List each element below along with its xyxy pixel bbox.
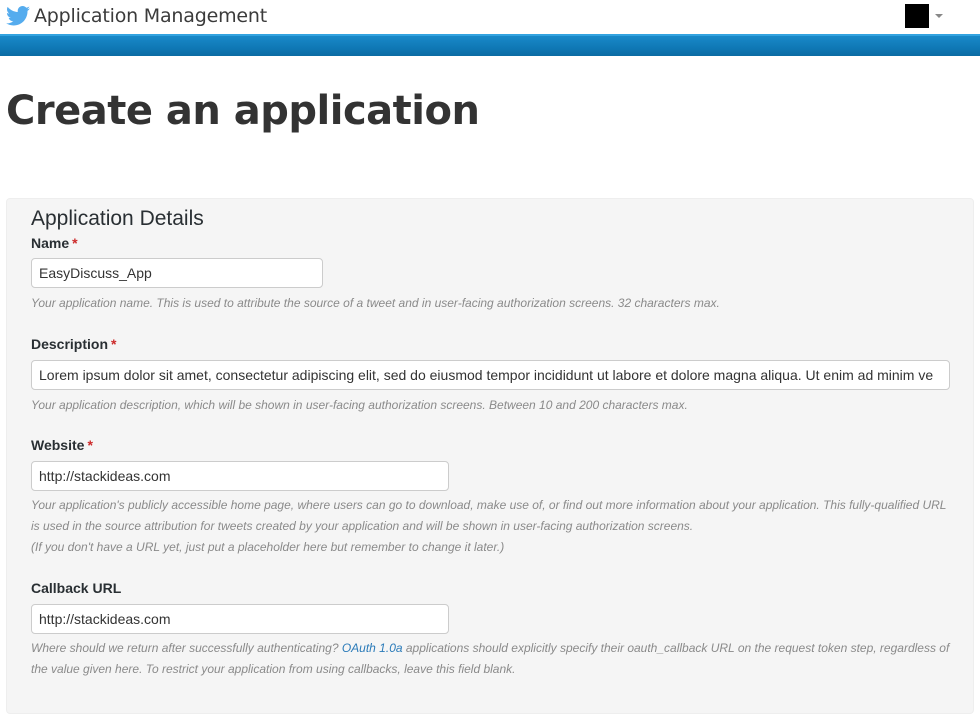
name-label xyxy=(31,235,78,251)
brand[interactable] xyxy=(6,5,267,27)
website-help-note: (If you don't have a URL yet, just put a placeholder here but remember to change it later.) xyxy=(31,540,505,554)
description-help: Your application description, which will be shown in user-facing authorization screens. Between 10 and 200 characters max. xyxy=(31,398,688,412)
description-label xyxy=(31,336,116,352)
section-title: Application Details xyxy=(31,207,204,230)
description-input[interactable] xyxy=(31,360,950,390)
header-accent-bar xyxy=(0,34,980,56)
website-input[interactable] xyxy=(31,461,449,491)
name-input[interactable] xyxy=(31,258,323,288)
callback-help-text: Where should we return after successfully authenticating? xyxy=(31,641,342,655)
page-title: Create an application xyxy=(6,88,480,134)
callback-url-label: Callback URL xyxy=(31,580,122,596)
website-help-text: Your application's publicly accessible home page, where users can go to download, make use of, or find out more information about your application. This fully-qualified URL is used in the source attribution for tweets created by your application and will be shown in user-facing authorization screens. xyxy=(31,498,947,533)
application-details-panel xyxy=(6,198,974,714)
top-navbar xyxy=(0,0,980,34)
required-marker: * xyxy=(72,235,78,251)
name-label-text: Name xyxy=(31,235,70,251)
callback-url-help xyxy=(31,638,956,680)
required-marker: * xyxy=(111,336,117,352)
name-help: Your application name. This is used to attribute the source of a tweet and in user-facing authorization screens. 32 characters max. xyxy=(31,296,720,310)
twitter-bird-icon xyxy=(6,6,30,26)
oauth-link[interactable]: OAuth 1.0a xyxy=(341,641,403,655)
website-help xyxy=(31,495,956,558)
website-label-text: Website xyxy=(31,437,85,453)
required-marker: * xyxy=(87,437,93,453)
caret-down-icon[interactable] xyxy=(935,14,943,18)
website-label xyxy=(31,437,93,453)
callback-url-input[interactable] xyxy=(31,604,449,634)
app-title: Application Management xyxy=(34,5,267,27)
callback-help-text-rest: applications should explicitly specify their oauth_callback URL on the request token step, regardless of the value given here. To restrict your application from using callbacks, leave this field blank. xyxy=(31,641,950,676)
account-menu[interactable] xyxy=(905,4,943,28)
description-label-text: Description xyxy=(31,336,109,352)
avatar[interactable] xyxy=(905,4,929,28)
